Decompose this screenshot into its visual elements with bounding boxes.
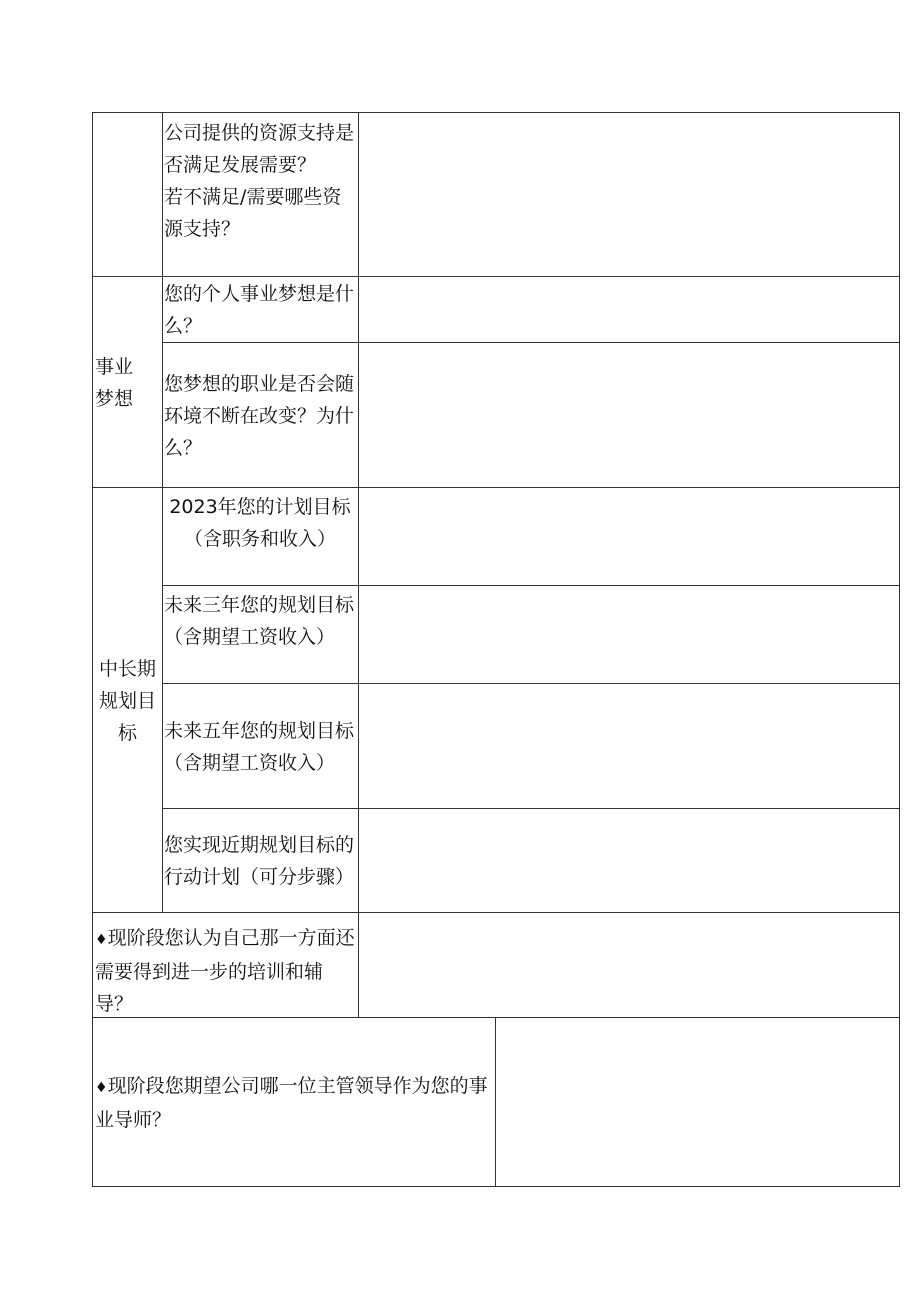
mid-long-term-label-cell	[93, 487, 162, 912]
grid-line	[93, 487, 899, 488]
mid-long-term-q3-cell	[162, 683, 358, 808]
career-dream-a2-cell[interactable]	[358, 342, 899, 487]
mid-long-term-q4-cell	[162, 808, 358, 912]
career-plan-table	[92, 112, 900, 1187]
grid-line	[358, 113, 359, 1017]
mid-long-term-q2: 未来三年您的规划目标（含期望工资收入）	[164, 594, 355, 648]
resources-answer-cell[interactable]	[358, 113, 899, 276]
mentor-question-cell	[93, 1017, 495, 1186]
grid-line	[162, 683, 899, 684]
grid-line	[93, 276, 899, 277]
training-question: 现阶段您认为自己那一方面还需要得到进一步的培训和辅导？	[95, 927, 355, 1015]
grid-line	[495, 1017, 496, 1186]
career-dream-q2: 您梦想的职业是否会随环境不断在改变？为什么？	[164, 372, 355, 459]
grid-line	[162, 342, 899, 343]
career-dream-q1-cell	[162, 276, 358, 342]
mentor-question: 现阶段您期望公司哪一位主管领导作为您的事业导师？	[95, 1074, 488, 1131]
grid-line	[162, 585, 899, 586]
training-question-cell	[93, 912, 358, 1017]
resources-followup: 若不满足/需要哪些资源支持？	[164, 186, 342, 240]
mid-long-term-q1: 2023年您的计划目标（含职务和收入）	[169, 496, 351, 550]
resources-question: 公司提供的资源支持是否满足发展需要？	[164, 122, 355, 176]
mentor-answer-cell[interactable]	[495, 1017, 899, 1186]
grid-line	[93, 912, 899, 913]
mid-long-term-a4-cell[interactable]	[358, 808, 899, 912]
mid-long-term-q3: 未来五年您的规划目标（含期望工资收入）	[164, 719, 355, 774]
career-dream-q1: 您的个人事业梦想是什么？	[164, 283, 355, 337]
career-dream-label: 事业梦想	[95, 355, 134, 410]
grid-line	[162, 113, 163, 912]
bullet-diamond-icon: ♦	[95, 1079, 108, 1096]
mid-long-term-a1-cell[interactable]	[358, 487, 899, 585]
mid-long-term-label: 中长期规划目标	[98, 657, 156, 744]
mid-long-term-q2-cell	[162, 585, 358, 683]
grid-line	[93, 1017, 899, 1018]
resources-question-cell	[162, 113, 358, 276]
training-answer-cell[interactable]	[358, 912, 899, 1017]
career-dream-q2-cell	[162, 342, 358, 487]
mid-long-term-q4: 您实现近期规划目标的行动计划（可分步骤）	[164, 834, 355, 888]
bullet-diamond-icon: ♦	[95, 932, 108, 948]
mid-long-term-q1-cell	[162, 487, 358, 585]
grid-line	[162, 808, 899, 809]
career-dream-label-cell	[93, 276, 162, 487]
mid-long-term-a2-cell[interactable]	[358, 585, 899, 683]
career-dream-a1-cell[interactable]	[358, 276, 899, 342]
mid-long-term-a3-cell[interactable]	[358, 683, 899, 808]
